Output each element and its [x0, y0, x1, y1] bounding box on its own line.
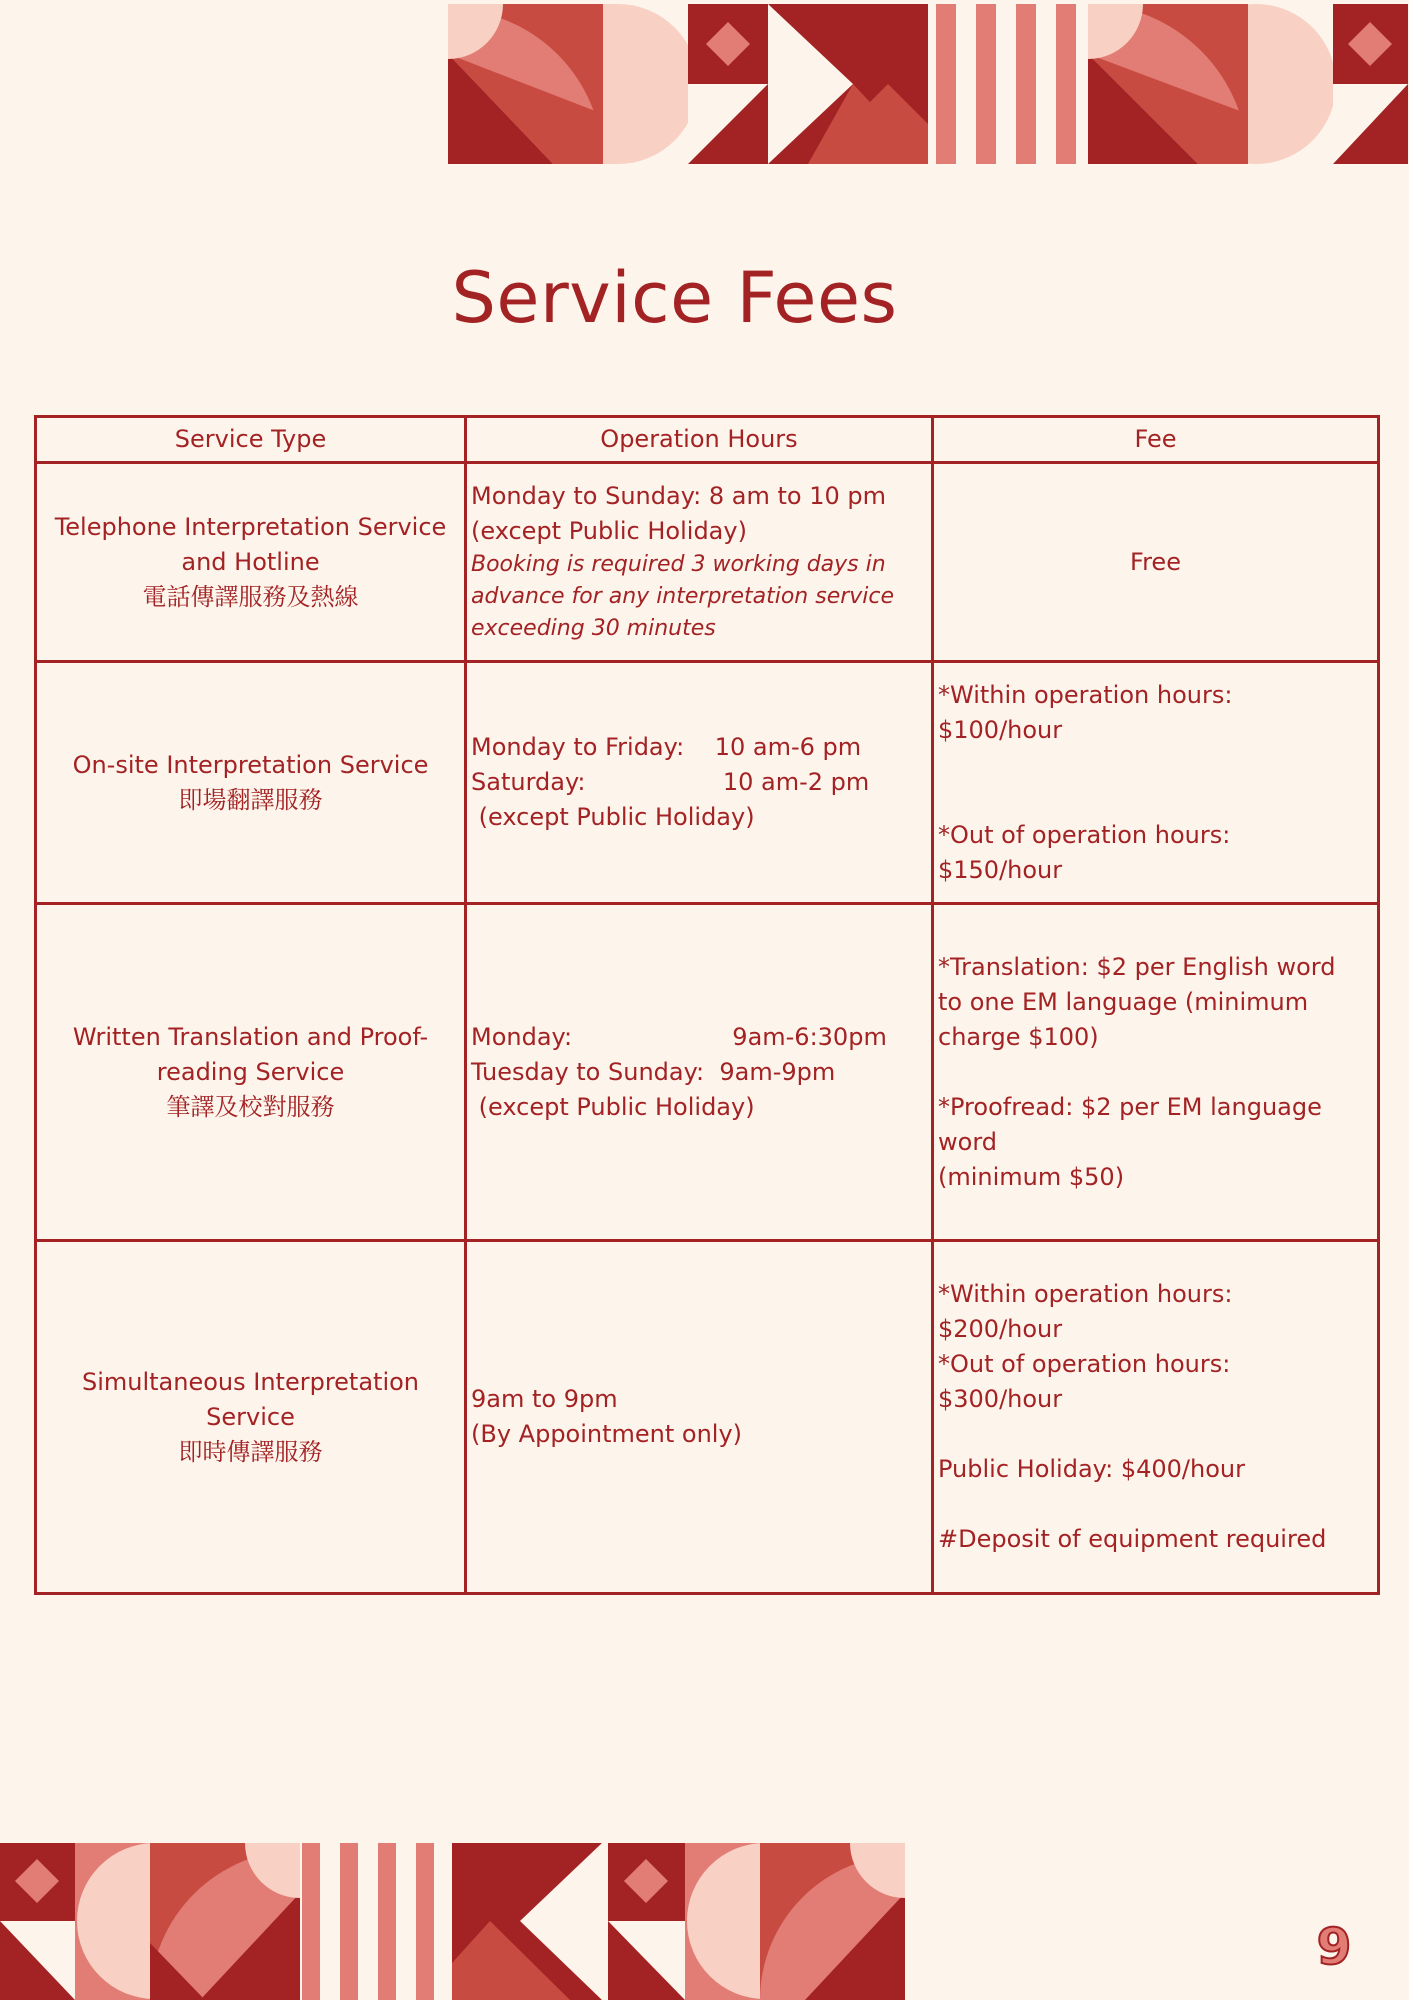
service-type-line: reading Service — [156, 1057, 345, 1086]
service-type-chinese: 電話傳譯服務及熱線 — [142, 582, 359, 611]
service-type-line: and Hotline — [181, 547, 320, 576]
page-number: 9 — [1316, 1918, 1352, 1976]
fee-line: charge $100) — [938, 1022, 1099, 1051]
service-type-cell — [36, 463, 466, 662]
fee-line: *Proofread: $2 per EM language — [938, 1092, 1322, 1121]
hours-line: Monday to Friday: 10 am-6 pm — [471, 733, 862, 761]
service-type-line: Telephone Interpretation Service — [54, 512, 447, 541]
bottom-banner-tile-circles-2 — [760, 1843, 905, 2000]
top-banner-tile-triangles — [768, 4, 928, 164]
service-type-chinese: 即時傳譯服務 — [178, 1437, 323, 1466]
hours-line: (except Public Holiday) — [471, 1092, 755, 1121]
top-banner-tile-diamond — [688, 4, 768, 164]
fee-cell — [933, 463, 1379, 662]
fee-cell — [933, 1241, 1379, 1594]
table-header-row — [36, 417, 1379, 463]
table-row — [36, 904, 1379, 1241]
fee-free: Free — [1130, 547, 1181, 576]
page-title: Service Fees — [451, 257, 898, 339]
fee-line: *Within operation hours: — [938, 680, 1233, 709]
hours-line: Monday to Sunday: 8 am to 10 pm — [471, 482, 886, 510]
fee-cell — [933, 904, 1379, 1241]
service-type-line: Service — [206, 1402, 295, 1431]
fee-line: word — [938, 1127, 997, 1156]
hours-line: Saturday: 10 am-2 pm — [471, 768, 870, 796]
fee-line: (minimum $50) — [938, 1162, 1125, 1191]
operation-hours-cell — [466, 904, 933, 1241]
service-type-line: On-site Interpretation Service — [72, 750, 429, 779]
table-row — [36, 662, 1379, 904]
service-type-cell — [36, 1241, 466, 1594]
fee-line: #Deposit of equipment required — [938, 1525, 1327, 1553]
fee-line: $200/hour — [938, 1315, 1063, 1343]
service-type-line: Simultaneous Interpretation — [81, 1367, 420, 1396]
hours-line: Monday: 9am-6:30pm — [471, 1022, 887, 1051]
service-type-line: Written Translation and Proof- — [72, 1022, 429, 1051]
fee-line: $150/hour — [938, 855, 1063, 884]
top-decorative-banner — [448, 4, 1408, 164]
bottom-banner-tile-diamond — [0, 1843, 75, 2000]
header-operation-hours: Operation Hours — [466, 417, 933, 463]
bottom-banner-tile-stripes — [300, 1843, 450, 2000]
hours-line: (except Public Holiday) — [471, 803, 755, 831]
hours-line: (By Appointment only) — [471, 1420, 743, 1448]
operation-hours-cell — [466, 662, 933, 904]
fee-line: Public Holiday: $400/hour — [938, 1455, 1245, 1483]
fee-line: *Translation: $2 per English word — [938, 952, 1336, 981]
table-row — [36, 463, 1379, 662]
booking-note: exceeding 30 minutes — [471, 616, 716, 641]
header-service-type: Service Type — [36, 417, 466, 463]
fee-line: *Out of operation hours: — [938, 820, 1231, 849]
bottom-banner-tile-triangles — [452, 1843, 602, 2000]
top-banner-tile-diamond-2 — [1333, 4, 1408, 164]
service-fees-table — [34, 415, 1380, 1595]
booking-note: Booking is required 3 working days in — [471, 552, 886, 577]
service-type-chinese: 筆譯及校對服務 — [166, 1092, 335, 1121]
fee-line: to one EM language (minimum — [938, 987, 1309, 1016]
operation-hours-cell — [466, 463, 933, 662]
service-type-cell — [36, 662, 466, 904]
header-fee: Fee — [933, 417, 1379, 463]
top-banner-tile-stripes — [928, 4, 1088, 164]
table-row — [36, 1241, 1379, 1594]
bottom-decorative-banner — [0, 1843, 905, 2000]
fee-line: *Out of operation hours: — [938, 1350, 1231, 1378]
top-banner-tile-circles — [448, 4, 603, 164]
hours-line: Tuesday to Sunday: 9am-9pm — [471, 1057, 836, 1086]
fee-line: $100/hour — [938, 715, 1063, 744]
service-type-cell — [36, 904, 466, 1241]
hours-line: 9am to 9pm — [471, 1385, 618, 1413]
hours-line: (except Public Holiday) — [471, 517, 747, 545]
operation-hours-cell — [466, 1241, 933, 1594]
bottom-banner-tile-diamond-2 — [608, 1843, 685, 2000]
fee-line: *Within operation hours: — [938, 1280, 1233, 1308]
fee-cell — [933, 662, 1379, 904]
booking-note: advance for any interpretation service — [471, 584, 895, 609]
service-type-chinese: 即場翻譯服務 — [178, 785, 323, 814]
fee-line: $300/hour — [938, 1385, 1063, 1413]
